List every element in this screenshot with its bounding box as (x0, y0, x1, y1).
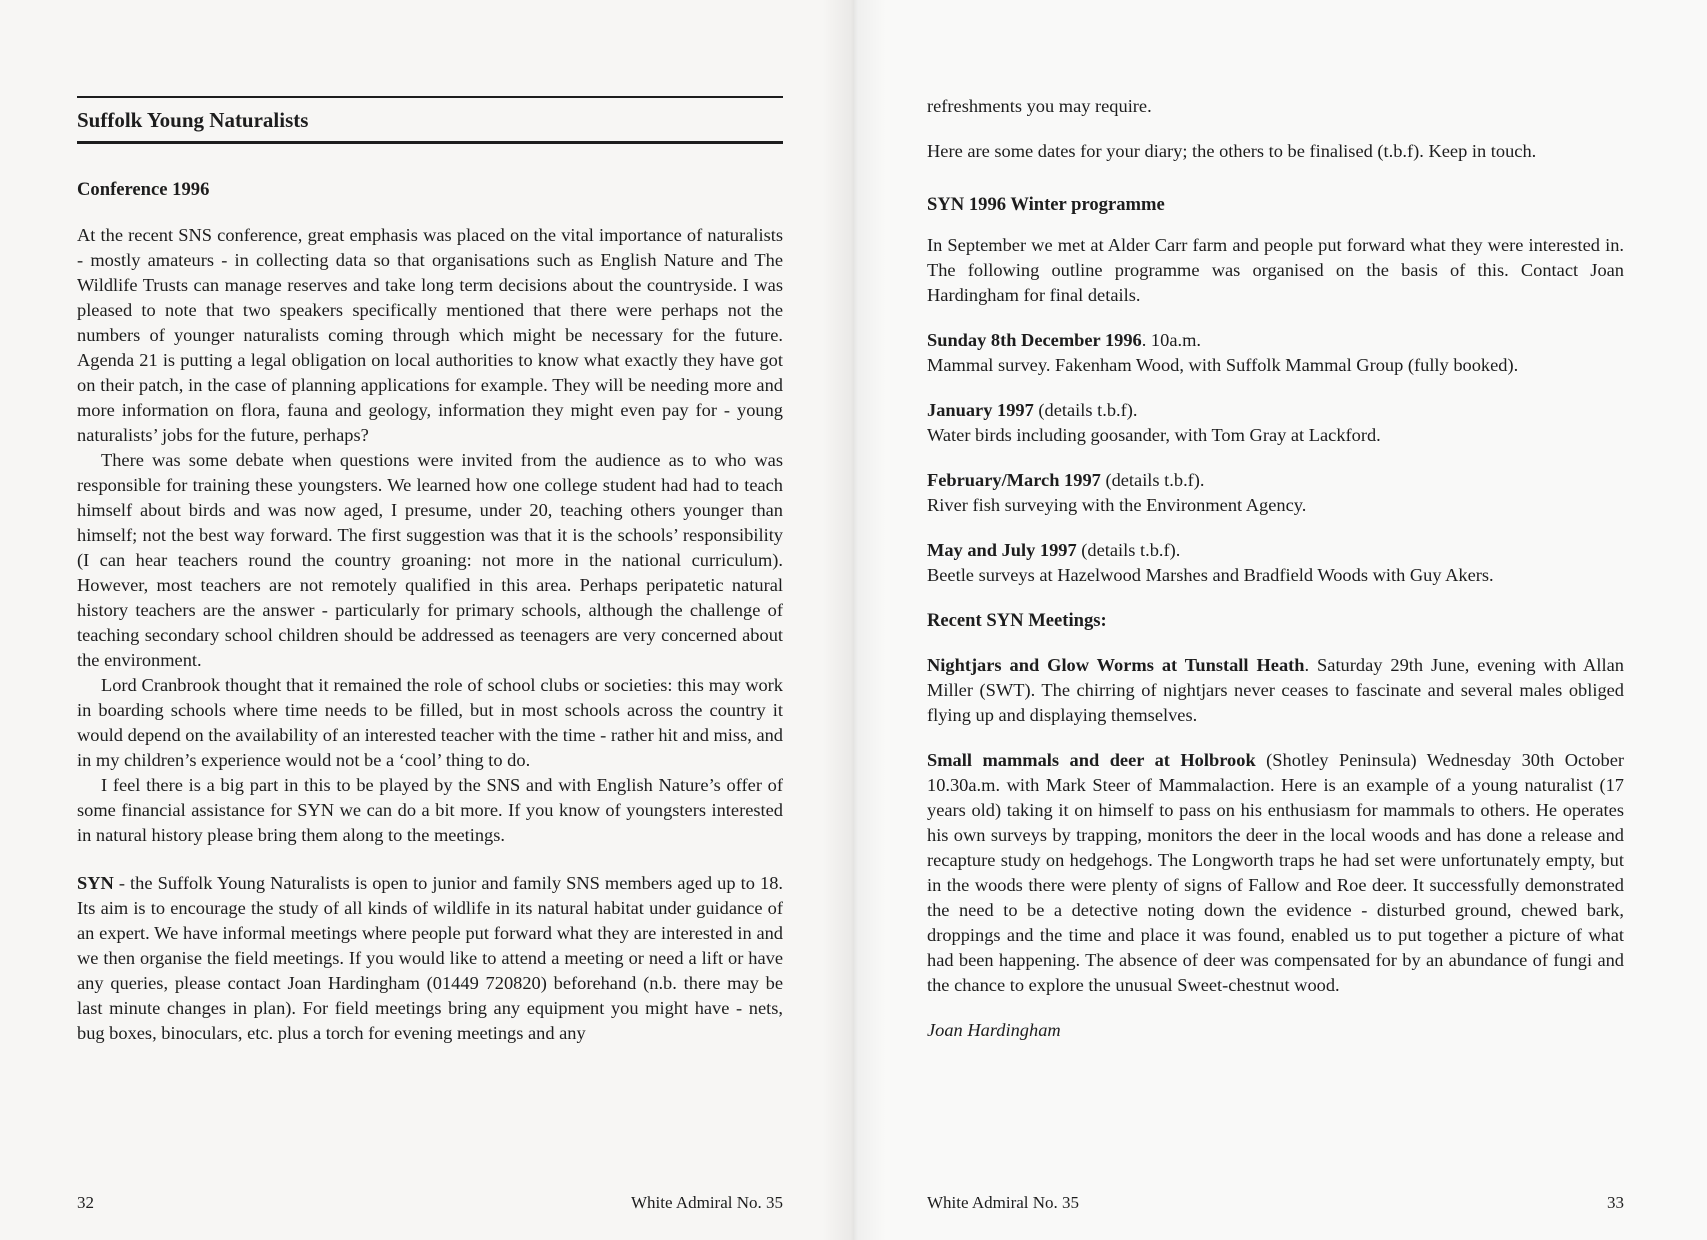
event-4-detail: (details t.b.f). (1076, 540, 1181, 560)
conference-paragraph-2: There was some debate when questions were invited from the audience as to who was responsible for training these youngsters. We learned how one college student had had to teach himself about birds and was now aged, I presume, under 20, teaching others younger than himself; not the best way forward. The first suggestion was that it is the schools’ responsibility (I can hear teachers round the country groaning: not more in the national curriculum). However, most teachers are not remotely qualified in this area. Perhaps peripatetic natural history teachers are the answer - particularly for primary schools, although the challenge of teaching secondary school children should be addressed as teenagers are very concerned about the environment. (77, 450, 783, 670)
winter-programme-heading: SYN 1996 Winter programme (927, 194, 1165, 215)
conference-paragraph-4: I feel there is a big part in this to be played by the SNS and with English Nature’s offer of some financial assistance for SYN we can do a bit more. If you know of youngsters interested in natural history please bring them along to the meetings. (77, 775, 783, 845)
event-4-description: Beetle surveys at Hazelwood Marshes and Bradfield Woods with Guy Akers. (927, 565, 1494, 585)
event-3-description: River fish surveying with the Environment Agency. (927, 495, 1307, 515)
syn-text: - the Suffolk Young Naturalists is open to junior and family SNS members aged up to 18. Its aim is to encourage the study of all kinds of wildlife in its natural habitat under guidance of an expert. We have informal meetings where people put forward what they are interested in and we then organise the field meetings. If you would like to attend a meeting or need a lift or have any queries, please contact Joan Hardingham (01449 720820) beforehand (n.b. there may be last minute changes in plan). For field meetings bring any equipment you might have - nets, bug boxes, binoculars, etc. plus a torch for evening meetings and any (77, 873, 783, 1043)
event-4 (927, 538, 1624, 563)
conference-paragraph-3: Lord Cranbrook thought that it remained the role of school clubs or societies: this may work in boarding schools where time needs to be filled, but in most schools across the country it would depend on the availability of an interested teacher with the time - rather hit and miss, and in my children’s experience would not be a ‘cool’ thing to do. (77, 675, 783, 770)
masthead-title: Suffolk Young Naturalists (77, 108, 309, 132)
dates-intro: Here are some dates for your diary; the others to be finalised (t.b.f). Keep in touch. (927, 141, 1537, 161)
recent-meeting-2-title: Small mammals and deer at Holbrook (927, 750, 1256, 770)
event-1 (927, 328, 1624, 353)
conference-paragraph-1: At the recent SNS conference, great emphasis was placed on the vital importance of naturalists - mostly amateurs - in collecting data so that organisations such as English Nature and The Wildlife Trusts can manage reserves and take long term decisions about the countryside. I was pleased to note that two speakers specifically mentioned that there were perhaps not the numbers of younger naturalists coming through which might be necessary for the future. Agenda 21 is putting a legal obligation on local authorities to know what exactly they have got on their patch, in the case of planning applications for example. They will be needing more and more information on flora, fauna and geology, information they might even pay for - young naturalists’ jobs for the future, perhaps? (77, 225, 783, 445)
event-3-detail: (details t.b.f). (1100, 470, 1205, 490)
winter-programme-text: In September we met at Alder Carr farm and people put forward what they were interested in. The following outline programme was organised on the basis of this. Contact Joan Hardingham for final details. (927, 235, 1624, 305)
recent-meeting-2-text: (Shotley Peninsula) Wednesday 30th October 10.30a.m. with Mark Steer of Mammalaction. Here is an example of a young naturalist (17 years old) taking it on himself to pass on his enthusiasm for mammals to others. He operates his own surveys by trapping, monitors the deer in the local woods and has done a release and recapture study on hedgehogs. The Longworth traps he had set were unfortunately empty, but in the woods there were plenty of signs of Fallow and Roe deer. It successfully demonstrated the need to be a detective noting down the evidence - disturbed ground, chewed bark, droppings and the time and place it was found, enabled us to put together a picture of what had been happening. The absence of deer was compensated for by an abundance of fungi and the chance to explore the unusual Sweet-chestnut wood. (927, 750, 1624, 995)
syn-paragraph (77, 871, 783, 1046)
event-3 (927, 468, 1624, 493)
right-column (927, 94, 1624, 1043)
event-2 (927, 398, 1624, 423)
continuation-text: refreshments you may require. (927, 96, 1152, 116)
recent-meeting-2 (927, 748, 1624, 998)
event-1-description: Mammal survey. Fakenham Wood, with Suffolk Mammal Group (fully booked). (927, 355, 1519, 375)
recent-meeting-1 (927, 653, 1624, 728)
event-1-date: Sunday 8th December 1996 (927, 330, 1142, 350)
event-4-date: May and July 1997 (927, 540, 1077, 560)
author-signature: Joan Hardingham (927, 1020, 1061, 1040)
recent-meeting-1-text: . Saturday 29th June, evening with Allan Miller (SWT). The chirring of nightjars never ceases to fascinate and several males obliged flying up and displaying themselves. (927, 655, 1624, 725)
left-column (77, 96, 783, 1046)
left-footer-publication: White Admiral No. 35 (630, 1193, 783, 1212)
recent-meeting-1-title: Nightjars and Glow Worms at Tunstall Heath (927, 655, 1305, 675)
event-2-description: Water birds including goosander, with Tom Gray at Lackford. (927, 425, 1381, 445)
event-1-detail: . 10a.m. (1141, 330, 1201, 350)
event-2-date: January 1997 (927, 400, 1034, 420)
right-page-number: 33 (1607, 1193, 1624, 1212)
event-3-date: February/March 1997 (927, 470, 1101, 490)
right-page (854, 0, 1707, 1240)
syn-lead: SYN (77, 873, 114, 893)
conference-heading: Conference 1996 (77, 179, 210, 200)
event-2-detail: (details t.b.f). (1033, 400, 1138, 420)
left-page-number: 32 (77, 1193, 94, 1212)
right-footer-publication: White Admiral No. 35 (927, 1193, 1080, 1212)
recent-meetings-heading: Recent SYN Meetings: (927, 610, 1107, 631)
